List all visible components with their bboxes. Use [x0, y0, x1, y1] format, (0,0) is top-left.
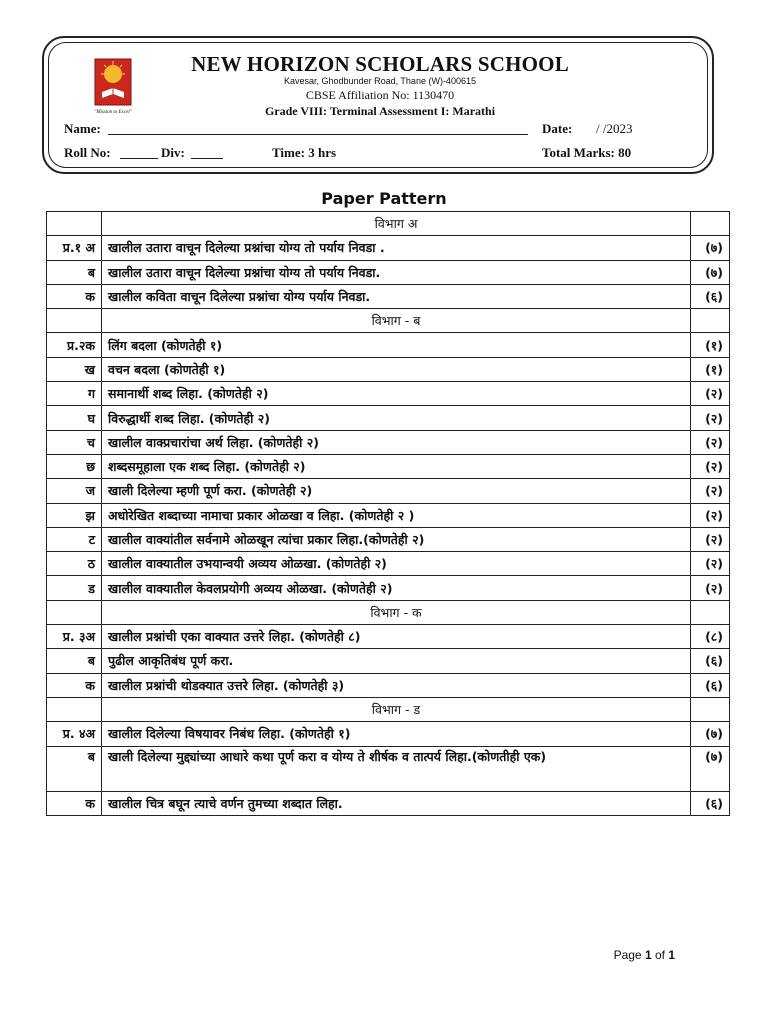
- section-heading: विभाग - ब: [102, 309, 691, 333]
- name-label: Name:: [64, 121, 101, 136]
- question-text: खालील वाक्यातील उभयान्वयी अव्यय ओळखा. (कोणतेही २): [102, 552, 691, 576]
- question-marks: (६): [691, 284, 730, 308]
- question-text: खालील वाक्प्रचारांचा अर्थ लिहा. (कोणतेही २): [102, 430, 691, 454]
- question-row: [47, 406, 730, 430]
- question-marks: (६): [691, 649, 730, 673]
- question-row: [47, 791, 730, 815]
- question-number: प्र.१ अ: [47, 236, 102, 260]
- question-text: खालील उतारा वाचून दिलेल्या प्रश्नांचा योग्य तो पर्याय निवडा.: [102, 260, 691, 284]
- question-marks: (२): [691, 527, 730, 551]
- question-marks: (२): [691, 552, 730, 576]
- question-text: समानार्थी शब्द लिहा. (कोणतेही २): [102, 382, 691, 406]
- question-text: खाली दिलेल्या म्हणी पूर्ण करा. (कोणतेही २): [102, 479, 691, 503]
- question-marks: (२): [691, 454, 730, 478]
- question-number: क: [47, 791, 102, 815]
- question-row: [47, 430, 730, 454]
- question-marks: (२): [691, 406, 730, 430]
- div-field-line[interactable]: [191, 158, 223, 159]
- question-number: ख: [47, 357, 102, 381]
- school-address: Kavesar, Ghodbunder Road, Thane (W)-400615: [284, 76, 476, 86]
- question-number: झ: [47, 503, 102, 527]
- question-number: ज: [47, 479, 102, 503]
- question-marks: (७): [691, 236, 730, 260]
- question-text: खालील उतारा वाचून दिलेल्या प्रश्नांचा योग्य तो पर्याय निवडा .: [102, 236, 691, 260]
- question-row: [47, 576, 730, 600]
- question-number: घ: [47, 406, 102, 430]
- div-label: Div:: [161, 145, 185, 160]
- question-text: खालील प्रश्नांची थोडक्यात उत्तरे लिहा. (कोणतेही ३): [102, 673, 691, 697]
- school-name: NEW HORIZON SCHOLARS SCHOOL: [191, 52, 569, 76]
- paper-pattern-table: [46, 211, 730, 816]
- question-row: [47, 649, 730, 673]
- question-marks: (२): [691, 503, 730, 527]
- question-text: खालील प्रश्नांची एका वाक्यात उत्तरे लिहा. (कोणतेही ८): [102, 625, 691, 649]
- question-text: पुढील आकृतिबंध पूर्ण करा.: [102, 649, 691, 673]
- page-title: Paper Pattern: [321, 189, 447, 208]
- question-number: प्र.२क: [47, 333, 102, 357]
- question-marks: (२): [691, 576, 730, 600]
- roll-field-line[interactable]: [120, 158, 158, 159]
- affiliation-number: CBSE Affiliation No: 1130470: [305, 88, 455, 102]
- section-heading-row: [47, 212, 730, 236]
- question-text: अधोरेखित शब्दाच्या नामाचा प्रकार ओळखा व लिहा. (कोणतेही २ ): [102, 503, 691, 527]
- question-row: [47, 333, 730, 357]
- question-row: [47, 236, 730, 260]
- question-row: [47, 479, 730, 503]
- question-text: वचन बदला (कोणतेही १): [102, 357, 691, 381]
- roll-label: Roll No:: [64, 145, 111, 160]
- question-marks: (२): [691, 382, 730, 406]
- question-row: [47, 357, 730, 381]
- question-marks: (१): [691, 357, 730, 381]
- question-text: शब्दसमूहाला एक शब्द लिहा. (कोणतेही २): [102, 454, 691, 478]
- page-number: Page 1 of 1: [613, 948, 675, 962]
- question-row: [47, 625, 730, 649]
- question-number: च: [47, 430, 102, 454]
- question-marks: (६): [691, 791, 730, 815]
- question-text: खालील चित्र बघून त्याचे वर्णन तुमच्या शब्दात लिहा.: [102, 791, 691, 815]
- question-text: खालील वाक्यांतील सर्वनामे ओळखून त्यांचा प्रकार लिहा.(कोणतेही २): [102, 527, 691, 551]
- question-row: [47, 503, 730, 527]
- question-number: ब: [47, 260, 102, 284]
- question-row: [47, 552, 730, 576]
- question-number: ब: [47, 649, 102, 673]
- logo-caption: "Mission to Excel": [94, 110, 132, 115]
- time-label: Time: 3 hrs: [272, 145, 337, 160]
- question-text: लिंग बदला (कोणतेही १): [102, 333, 691, 357]
- question-number: क: [47, 284, 102, 308]
- question-marks: (७): [691, 722, 730, 746]
- grade-line: Grade VIII: Terminal Assessment I: Marathi: [264, 104, 496, 118]
- section-heading: विभाग अ: [102, 212, 691, 236]
- question-row: [47, 527, 730, 551]
- date-label: Date:: [542, 121, 573, 136]
- question-marks: (१): [691, 333, 730, 357]
- question-text: विरुद्धार्थी शब्द लिहा. (कोणतेही २): [102, 406, 691, 430]
- section-heading-row: [47, 600, 730, 624]
- question-row: [47, 722, 730, 746]
- question-row: [47, 673, 730, 697]
- question-row: [47, 746, 730, 791]
- question-number: क: [47, 673, 102, 697]
- question-row: [47, 260, 730, 284]
- question-text: खालील वाक्यातील केवलप्रयोगी अव्यय ओळखा. (कोणतेही २): [102, 576, 691, 600]
- question-number: छ: [47, 454, 102, 478]
- question-marks: (२): [691, 479, 730, 503]
- question-marks: (६): [691, 673, 730, 697]
- question-marks: (८): [691, 625, 730, 649]
- question-marks: (७): [691, 260, 730, 284]
- question-number: ठ: [47, 552, 102, 576]
- question-text: खालील कविता वाचून दिलेल्या प्रश्नांचा योग्य पर्याय निवडा.: [102, 284, 691, 308]
- question-number: प्र. ३अ: [47, 625, 102, 649]
- question-number: ब: [47, 746, 102, 791]
- section-heading: विभाग - क: [102, 600, 691, 624]
- question-text: खालील दिलेल्या विषयावर निबंध लिहा. (कोणतेही १): [102, 722, 691, 746]
- question-row: [47, 382, 730, 406]
- section-heading-row: [47, 309, 730, 333]
- date-value: / /2023: [596, 121, 633, 136]
- section-heading-row: [47, 697, 730, 721]
- question-marks: (२): [691, 430, 730, 454]
- question-number: ड: [47, 576, 102, 600]
- question-row: [47, 284, 730, 308]
- question-marks: (७): [691, 746, 730, 791]
- question-row: [47, 454, 730, 478]
- question-number: ट: [47, 527, 102, 551]
- name-field-line[interactable]: [108, 134, 528, 135]
- question-number: ग: [47, 382, 102, 406]
- question-text: खाली दिलेल्या मुद्द्यांच्या आधारे कथा पूर्ण करा व योग्य ते शीर्षक व तात्पर्य लिहा.(कोणतीही एक): [102, 746, 691, 791]
- total-marks-label: Total Marks: 80: [542, 145, 632, 160]
- question-number: प्र. ४अ: [47, 722, 102, 746]
- section-heading: विभाग - ड: [102, 697, 691, 721]
